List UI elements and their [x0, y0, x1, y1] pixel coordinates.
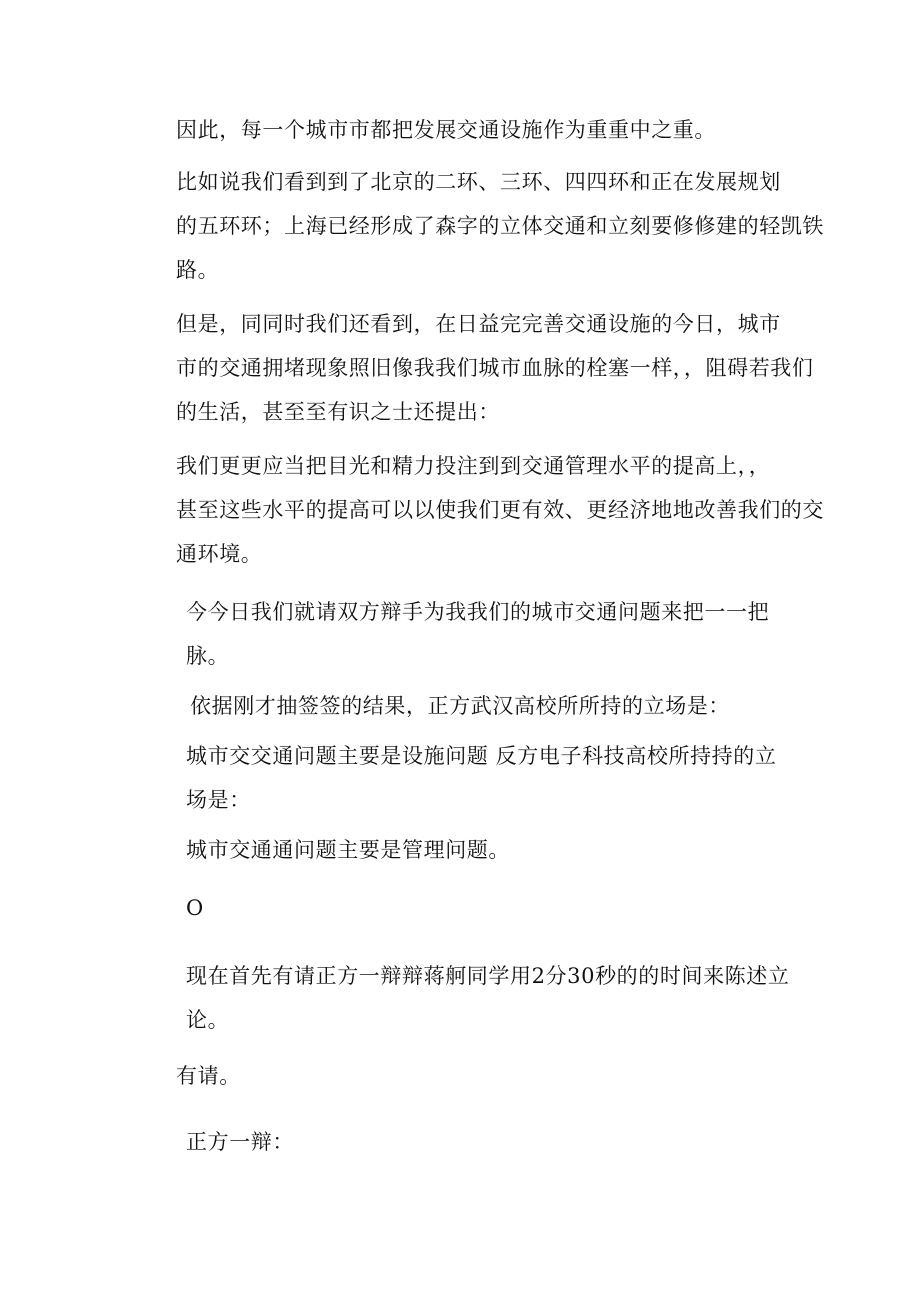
text-line: 脉。	[186, 644, 230, 668]
text-line: 有请。	[176, 1064, 241, 1088]
paragraph-12	[138, 1120, 788, 1164]
paragraph-5	[138, 590, 788, 678]
text-line: 今今日我们就请双方辩手为我我们的城市交通问题来把一一把	[186, 600, 770, 624]
text-line: 的生活，甚至至有识之士还提出：	[176, 400, 500, 424]
paragraph-11	[138, 1054, 788, 1098]
text-line: 通环境。	[176, 542, 263, 566]
paragraph-1	[138, 108, 788, 152]
text-line: 城市交交通问题主要是设施问题 反方电子科技高校所持持的立	[186, 744, 777, 768]
text-line: 的五环环；上海已经形成了森字的立体交通和立刻要修修建的轻凯铁	[176, 214, 824, 238]
text-line: 城市交通通问题主要是管理问题。	[186, 838, 510, 862]
text-line: 但是，同同时我们还看到，在日益完完善交通设施的今日，城市	[176, 312, 781, 336]
text-line: 路。	[176, 258, 220, 282]
text-line: 我们更更应当把目光和精力投注到到交通管理水平的提高上，，	[176, 454, 771, 478]
paragraph-7	[138, 734, 788, 822]
text-line: 依据刚才抽签签的结果，正方武汉高校所所持的立场是：	[190, 694, 730, 718]
text-line: 正方一辩：	[186, 1130, 294, 1154]
paragraph-6	[138, 684, 788, 728]
text-line: 比如说我们看到到了北京的二环、三环、四四环和正在发展规划	[176, 170, 781, 194]
paragraph-8	[138, 828, 788, 872]
paragraph-2	[138, 160, 824, 292]
text-line: O	[186, 896, 204, 920]
text-line: 因此，每一个城市市都把发展交通设施作为重重中之重。	[176, 118, 716, 142]
text-line: 现在首先有请正方一辩辩蒋舸同学用2分30秒的的时间来陈述立	[186, 964, 790, 988]
text-line: 甚至这些水平的提高可以以使我们更有效、更经济地地改善我们的交	[176, 498, 824, 522]
text-line: 市的交通拥堵现象照旧像我我们城市血脉的栓塞一样，，阻碍若我们	[176, 356, 814, 380]
paragraph-4	[138, 444, 824, 576]
text-line: 场是：	[186, 788, 251, 812]
paragraph-9	[138, 886, 788, 930]
paragraph-10	[138, 954, 788, 1042]
paragraph-3	[138, 302, 814, 434]
text-line: 论。	[186, 1008, 230, 1032]
